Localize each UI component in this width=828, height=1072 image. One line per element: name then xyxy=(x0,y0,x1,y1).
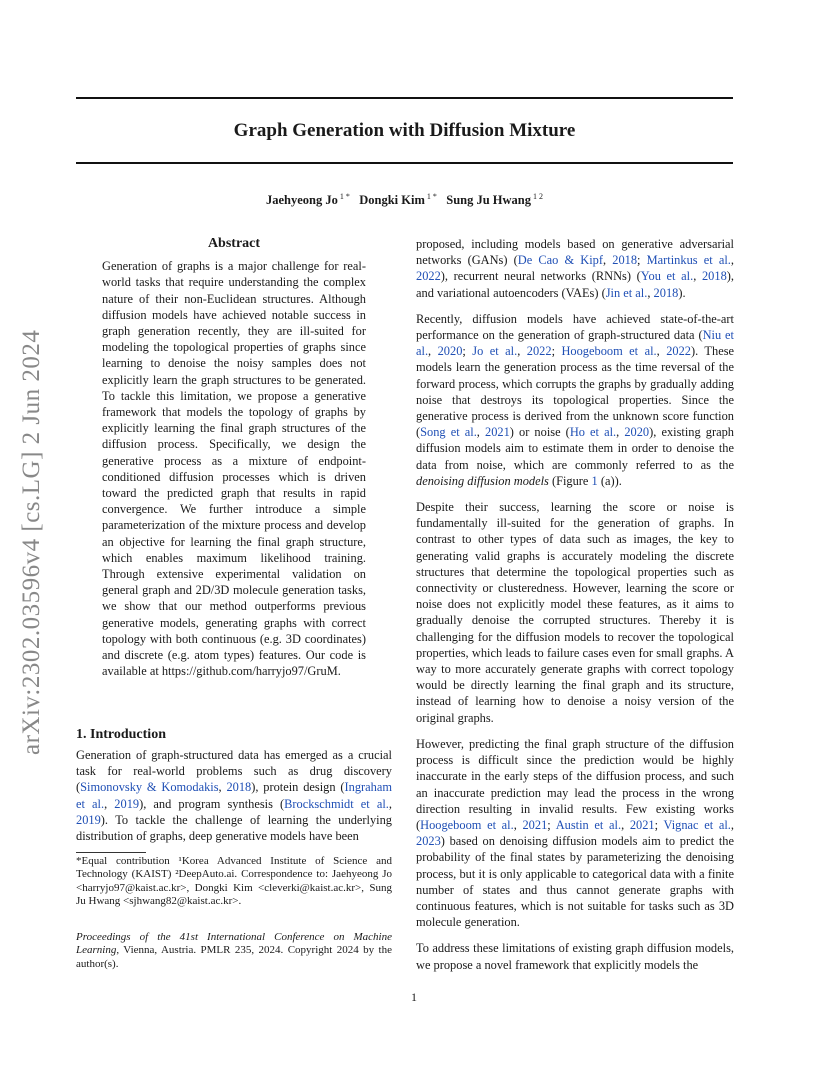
citation-link[interactable]: De Cao & Kipf xyxy=(517,253,603,268)
text-run: ). These models learn the generation process as the time reversal of the forward process, which corrupts the graphs by gradually adding noise that destroys its topological properties. Since the generative process is derived from the unknown score function ( xyxy=(416,344,735,440)
citation-link[interactable]: 2018 xyxy=(653,285,679,300)
text-run: , xyxy=(104,796,115,811)
text-run: , xyxy=(730,253,734,268)
footnote-affiliations: *Equal contribution ¹Korea Advanced Institute of Science and Technology (KAIST) ²DeepAuto.ai. Correspondence to: Jaehyeong Jo <harryjo97@kaist.ac.kr>, Dongki Kim <cleverki@kaist.ac.kr>, Sung Ju Hwang <sjhwang82@kaist.ac.kr>. xyxy=(76,855,392,908)
abstract-text: Generation of graphs is a major challenge for real-world tasks that require understanding the complex nature of their non-Euclidean structures. Although diffusion models have achieved notable success in graph generation recently, they are ill-suited for modeling the topological properties of graphs since learning to denoise the noisy samples does not explicitly learn the graph structures to be generated. To tackle this limitation, we propose a generative framework that models the topology of graphs by explicitly learning the final graph structures of the diffusion process. Specifically, we design the generative process as a mixture of endpoint-conditioned diffusion processes which is driven toward the predicted graph that results in rapid convergence. We further introduce a simple parameterization of the mixture process and develop an objective for learning the final graph structure, which enables maximum likelihood training. Through extensive experimental validation on general graph and 2D/3D molecule generation tasks, we show that our method outperforms previous generative models, generating graphs with correct topology with both continuous (e.g. 3D coordinates) and discrete (e.g. atom types) features. Our code is available at https://github.com/harryjo97/GruM. xyxy=(102,259,366,679)
text-run: To address these limitations of existing graph diffusion models, we propose a novel framework that explicitly models the xyxy=(416,941,734,972)
citation-link[interactable]: Hoogeboom et al. xyxy=(561,344,657,359)
text-run: ), and variational autoencoders (VAEs) ( xyxy=(416,269,734,300)
citation-link[interactable]: Austin et al. xyxy=(555,817,622,832)
citation-link[interactable]: Vignac et al. xyxy=(663,817,731,832)
text-run: , xyxy=(656,344,667,359)
arxiv-identifier: arXiv:2302.03596v4 [cs.LG] 2 Jun 2024 xyxy=(18,329,45,755)
citation-link[interactable]: 2018 xyxy=(701,269,727,284)
text-run: (a)). xyxy=(597,473,622,488)
citation-link[interactable]: Jin et al. xyxy=(605,285,648,300)
author-affiliation-mark: 1 * xyxy=(424,192,437,201)
text-run: , xyxy=(693,269,702,284)
body-paragraph xyxy=(416,311,734,489)
proceedings-note xyxy=(76,931,392,971)
text-run: (Figure xyxy=(548,473,592,488)
proceedings-details: , Vienna, Austria. PMLR 235, 2024. Copyright 2024 by the author(s). xyxy=(76,944,392,970)
text-run: ), existing graph diffusion models aim to estimate them in order to denoise the data from noise, which are commonly referred to as the xyxy=(416,425,734,472)
citation-link[interactable]: 2021 xyxy=(629,817,655,832)
text-run: ; xyxy=(547,817,556,832)
author-name: Dongki Kim xyxy=(359,193,425,208)
title-bottom-rule xyxy=(76,162,733,164)
citation-link[interactable]: Martinkus et al. xyxy=(646,253,731,268)
text-run: Generation of graph-structured data has emerged as a crucial task for real-world problems such as drug discovery ( xyxy=(76,748,392,795)
text-run: Despite their success, learning the score or noise is fundamentally ill-suited for the generation of graphs. In contrast to other types of data such as images, the key to generating valid graphs is accurately modeling the discrete structures that determine the topological properties such as connectivity or clusteredness. However, learning the score or noise does not explicitly model these features, as it aims to gradually denoise the corrupted structures. Thereby it is challenging for the diffusion models to recover the topological properties, which leads to failure cases even for small graphs. A way to more accurately generate graphs with correct topology would be directly learning the final graph and its structure, instead of learning how to denoise a noisy version of the original graphs. xyxy=(416,500,734,725)
citation-link[interactable]: 2022 xyxy=(416,269,441,284)
text-run: Recently, diffusion models have achieved state-of-the-art performance on the generation of graph-structured data ( xyxy=(416,311,734,343)
citation-link[interactable]: 2020 xyxy=(437,344,463,359)
text-run: , xyxy=(218,780,227,795)
text-run: ). To tackle the challenge of learning the underlying distribution of graphs, deep generative models have been xyxy=(76,812,392,844)
citation-link[interactable]: Song et al. xyxy=(420,425,477,440)
text-run: ), and program synthesis ( xyxy=(139,796,285,811)
author-affiliation-mark: 1 * xyxy=(337,192,350,201)
citation-link[interactable]: Niu et al. xyxy=(416,328,734,359)
author-list xyxy=(76,192,733,208)
citation-link[interactable]: 2018 xyxy=(612,253,638,268)
text-run: , xyxy=(603,253,613,268)
text-run: proposed, including models based on generative adversarial networks (GANs) ( xyxy=(416,237,734,268)
text-run: denoising diffusion models xyxy=(416,473,549,488)
text-run: , xyxy=(647,285,654,300)
text-run: ). xyxy=(678,285,686,300)
text-run: , xyxy=(517,344,527,359)
body-paragraph xyxy=(416,736,734,930)
citation-link[interactable]: 1 xyxy=(591,473,598,488)
text-run: ) or noise ( xyxy=(509,425,570,440)
text-run: , xyxy=(730,817,734,832)
citation-link[interactable]: Hoogeboom et al. xyxy=(420,817,514,832)
proceedings-venue: Proceedings of the 41st International Conference on Machine Learning xyxy=(76,931,392,957)
body-paragraph xyxy=(416,236,734,301)
text-run: , xyxy=(476,425,485,440)
text-run: , xyxy=(616,425,625,440)
citation-link[interactable]: Simonovsky & Komodakis xyxy=(80,780,219,795)
text-run: ) based on denoising diffusion models aim to predict the probability of the final states by parameterizing the denoising process, but it is only applicable to categorical data with a finite number of states and thus cannot generate graphs with continuous features, which is not suitable for tasks such as 3D molecule generation. xyxy=(416,834,734,930)
text-run: ), protein design ( xyxy=(251,780,345,795)
body-paragraph xyxy=(416,940,734,972)
citation-link[interactable]: 2021 xyxy=(522,817,548,832)
page-number: 1 xyxy=(411,990,417,1004)
citation-link[interactable]: 2022 xyxy=(666,344,691,359)
citation-link[interactable]: 2021 xyxy=(485,425,510,440)
introduction-paragraph xyxy=(76,747,392,844)
section-heading-introduction: 1. Introduction xyxy=(76,727,166,742)
text-run: ), recurrent neural networks (RNNs) ( xyxy=(440,269,641,284)
text-run: ; xyxy=(637,253,647,268)
footnote-rule xyxy=(76,852,146,853)
citation-link[interactable]: Ho et al. xyxy=(569,425,617,440)
author-name: Sung Ju Hwang xyxy=(446,193,532,208)
top-rule xyxy=(76,97,733,99)
citation-link[interactable]: Ingraham et al. xyxy=(76,780,392,811)
citation-link[interactable]: You et al. xyxy=(640,269,694,284)
text-run: ; xyxy=(654,817,664,832)
right-column xyxy=(416,236,734,983)
citation-link[interactable]: Jo et al. xyxy=(472,344,518,359)
author-name: Jaehyeong Jo xyxy=(265,193,338,208)
text-run: , xyxy=(428,344,438,359)
paper-title: Graph Generation with Diffusion Mixture xyxy=(233,120,576,141)
text-run: ; xyxy=(462,344,473,359)
citation-link[interactable]: 2022 xyxy=(526,344,552,359)
abstract-heading: Abstract xyxy=(207,236,261,251)
citation-link[interactable]: 2018 xyxy=(226,780,252,795)
text-run: , xyxy=(513,817,523,832)
author-affiliation-mark: 1 2 xyxy=(531,192,544,201)
left-column xyxy=(76,236,392,679)
citation-link[interactable]: 2019 xyxy=(76,812,101,827)
citation-link[interactable]: Brockschmidt et al. xyxy=(284,796,389,811)
citation-link[interactable]: 2023 xyxy=(416,834,441,849)
body-paragraph xyxy=(416,499,734,726)
text-run: ; xyxy=(551,344,562,359)
text-run: However, predicting the final graph structure of the diffusion process is difficult since the prediction would be highly inaccurate in the early steps of the diffusion process, and such an inaccurate prediction may lead the process in the wrong direction resulting in invalid results. Few existing works ( xyxy=(416,736,734,832)
text-run: , xyxy=(621,817,630,832)
citation-link[interactable]: 2019 xyxy=(114,796,140,811)
text-run: , xyxy=(388,796,392,811)
citation-link[interactable]: 2020 xyxy=(624,425,650,440)
